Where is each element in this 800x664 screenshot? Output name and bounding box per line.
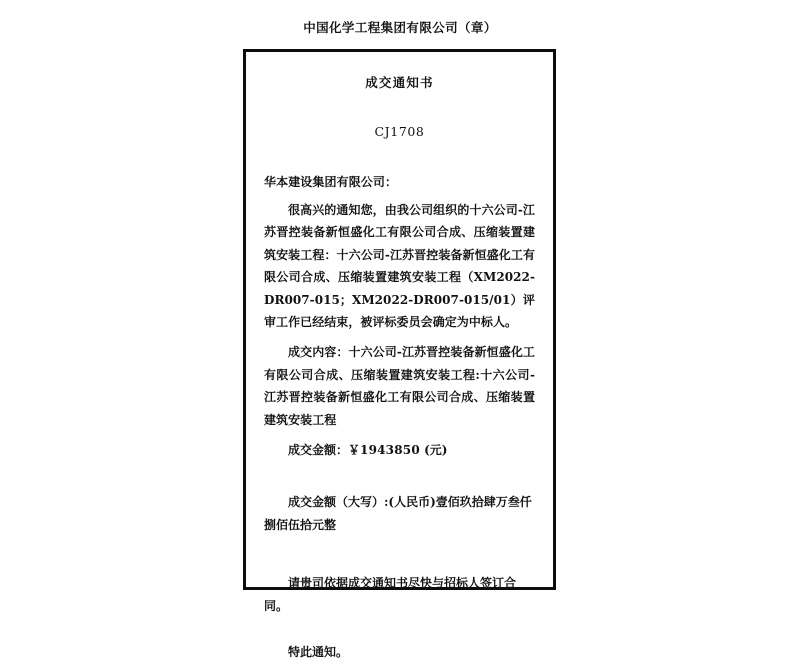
award-amount-row (264, 439, 535, 461)
spacer (264, 333, 535, 341)
notice-frame (243, 49, 556, 660)
currency-symbol: ￥ (348, 443, 361, 458)
award-amount-label: 成交金额： (288, 443, 349, 458)
spacer (264, 617, 535, 629)
spacer (264, 461, 535, 491)
recipient-name: 华本建设集团有限公司： (264, 175, 398, 189)
document-number: CJ1708 (374, 124, 425, 139)
document-title: 成交通知书 (365, 75, 434, 90)
award-amount-value: 1943850 (360, 443, 420, 458)
spacer (264, 431, 535, 439)
award-amount-unit: (元) (424, 443, 448, 458)
paragraph-award-content: 成交内容：十六公司-江苏晋控装备新恒盛化工有限公司合成、压缩装置建筑安装工程:十六公司-江苏晋控装备新恒盛化工有限公司合成、压缩装置建筑安装工程 (264, 345, 535, 427)
closing-notice-statement: 特此通知。 (288, 645, 349, 660)
spacer (264, 536, 535, 572)
closing-contract-request: 请贵司依据成交通知书尽快与招标人签订合同。 (264, 576, 517, 613)
company-seal-header: 中国化学工程集团有限公司（章） (303, 20, 497, 35)
notice-frame-inner (246, 73, 553, 660)
award-amount-in-words: 成交金额（大写）:(人民币)壹佰玖拾肆万叁仟捌佰伍拾元整 (264, 495, 532, 532)
paragraph-award-notice: 很高兴的通知您，由我公司组织的十六公司-江苏晋控装备新恒盛化工有限公司合成、压缩装置建筑安装工程：十六公司-江苏晋控装备新恒盛化工有限公司合成、压缩装置建筑安装工程（XM2022-DR007-015；XM2022-DR007-015/01）评审工作已经结束，被评标委员会确定为中标人。 (264, 203, 535, 330)
notice-body (264, 199, 535, 664)
spacer (264, 629, 535, 641)
